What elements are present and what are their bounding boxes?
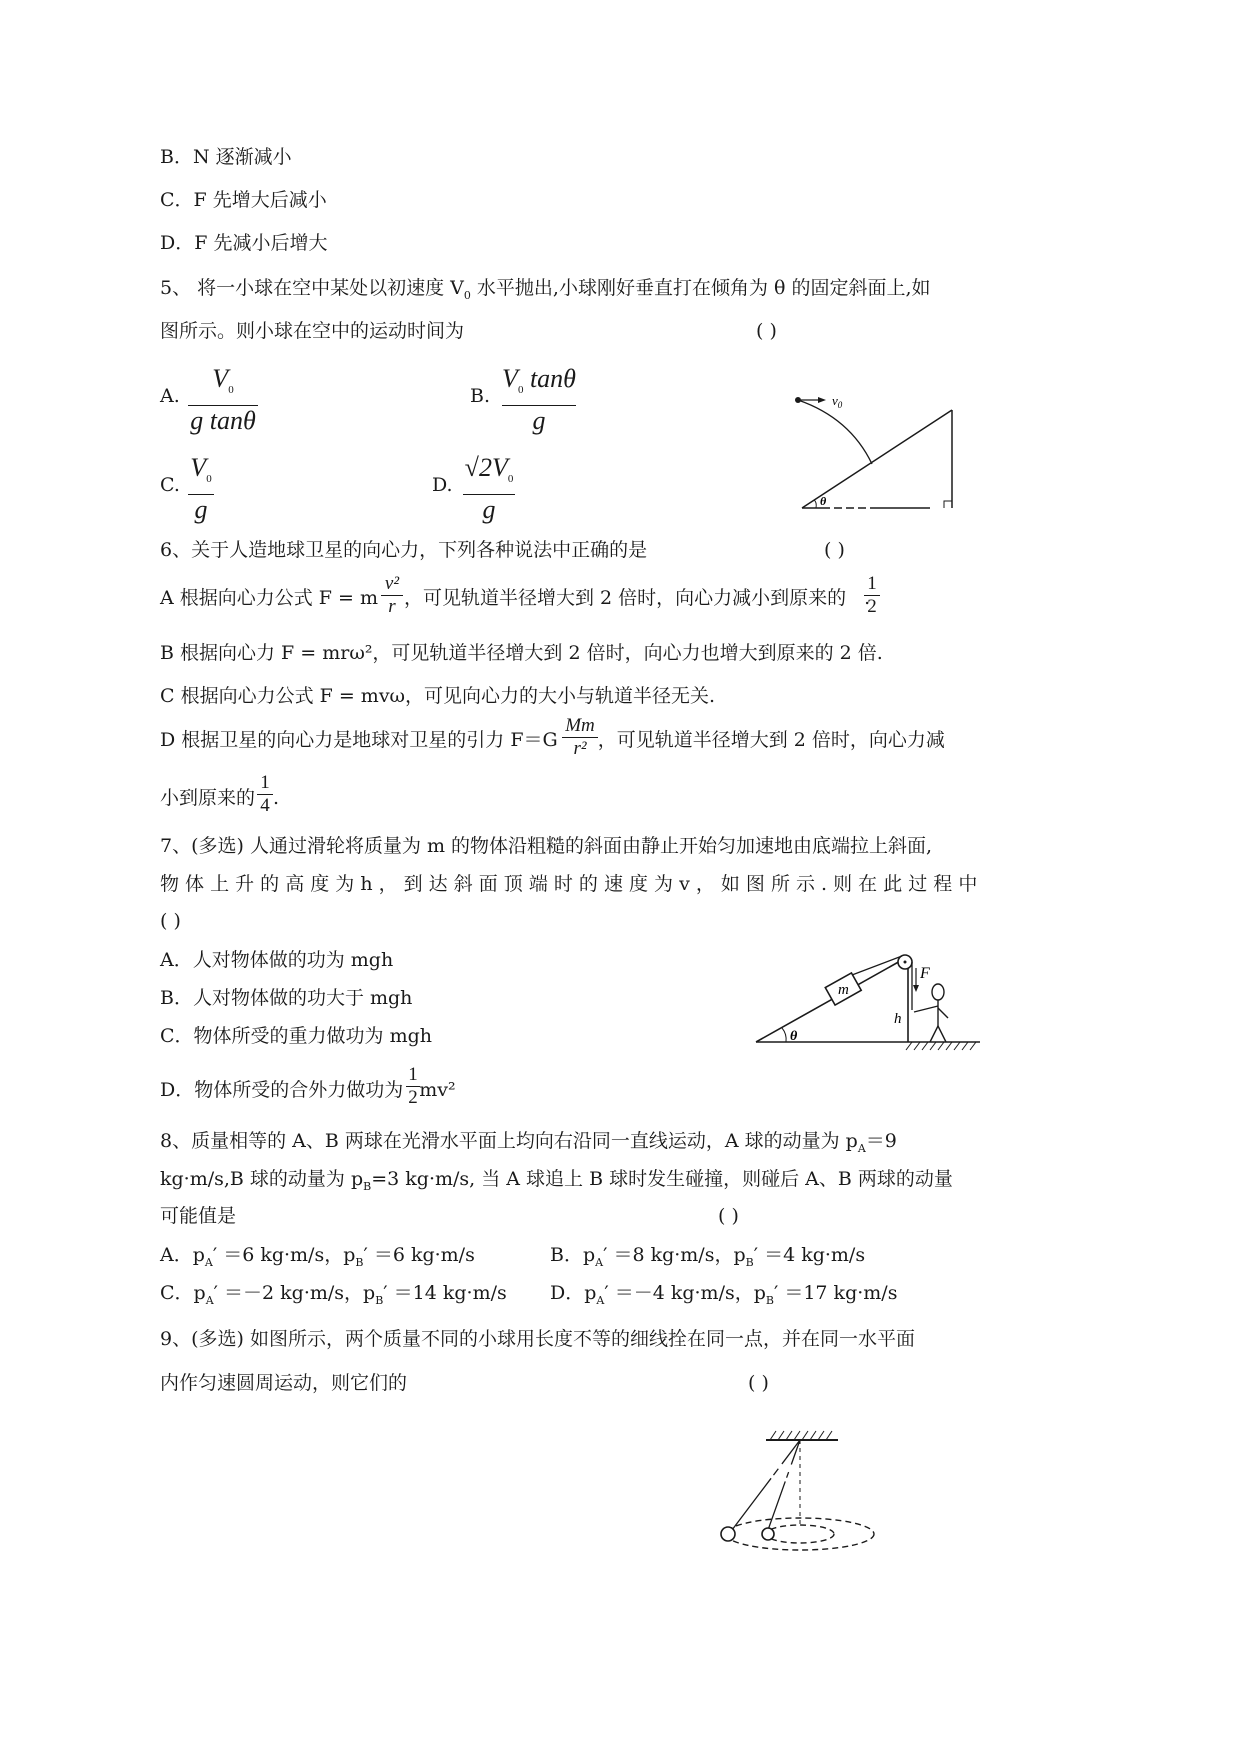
q9-string-long (732, 1440, 800, 1530)
q7-h-label: h (894, 1011, 902, 1027)
q7-rope-incline (852, 956, 902, 975)
q6-d-fraction: Mm r² (562, 715, 598, 760)
q5-theta-label: θ (820, 494, 827, 508)
q9-ceiling-hatch (770, 1431, 832, 1440)
q7-angle-arc (782, 1028, 786, 1042)
q7-option-b: B．人对物体做的功大于 mgh (160, 987, 413, 1009)
q6-option-a: A 根据向心力公式 F = m ，可见轨道半径增大到 2 倍时，向心力减小到原来的 . (160, 587, 871, 609)
q6-answer-paren: ( ) (824, 539, 845, 561)
q7-f-label: F (920, 965, 930, 982)
q8-option-b: B．$p_A' =8$ kg·m/s，$p_B' =4$ kg·m/s (550, 1244, 866, 1269)
q6-a-half-fraction: 1 2 (864, 573, 880, 618)
q6-d-quarter-fraction: 1 4 (257, 772, 273, 817)
q8-option-c: C．$p_A' =-2$ kg·m/s，$p_B' =14$ kg·m/s (160, 1282, 507, 1307)
q7-person-leg-1 (930, 1026, 938, 1042)
q9-string-short (768, 1440, 800, 1530)
q6-stem: 6、关于人造地球卫星的向心力，下列各种说法中正确的是 (160, 539, 648, 561)
q7-person-leg-2 (938, 1026, 946, 1042)
q5-right-angle-mark (944, 501, 952, 508)
q7-incline-slope (756, 960, 902, 1042)
q7-pulley-axle (904, 961, 907, 964)
q7-stem-line-2: 物 体 上 升 的 高 度 为 h ， 到 达 斜 面 顶 端 时 的 速 度 为 v ， 如 图 所 示 . 则 在 此 过 程 中 (160, 873, 978, 895)
q5-option-b-label: B. (470, 385, 491, 407)
q7-stem-line-1: 7、(多选) 人通过滑轮将质量为 m 的物体沿粗糙的斜面由静止开始匀加速地由底端拉上斜面, (160, 835, 933, 857)
q5-option-b-fraction: $V_0$ tanθ g (502, 364, 576, 436)
q6-option-d-line-2: 小到原来的 . (160, 787, 280, 809)
q7-option-c: C．物体所受的重力做功为 mgh (160, 1025, 432, 1047)
q7-force-arrow-head (913, 985, 919, 992)
q7-answer-paren: ( ) (160, 910, 181, 932)
q7-m-label: m (838, 982, 849, 998)
q7-option-a: A．人对物体做的功为 mgh (160, 949, 394, 971)
q8-stem-line-3: 可能值是 (160, 1205, 237, 1227)
q5-answer-paren: ( ) (756, 320, 777, 342)
q7-d-fraction: 1 2 (406, 1064, 420, 1109)
q7-option-d: D．物体所受的合外力做功为 mv² (160, 1079, 456, 1101)
q5-option-c-fraction: $V_0$ g (188, 453, 214, 525)
q7-pulley-figure (752, 948, 984, 1056)
q4-option-c: C．F 先增大后减小 (160, 189, 327, 211)
q5-option-d-fraction: $√2V_0$ g (464, 453, 514, 525)
q6-a-fraction: v² r (381, 573, 403, 618)
q5-option-d-label: D. (432, 474, 453, 496)
q8-stem-line-2: kg·m/s,B 球的动量为 $p_B=3$ kg·m/s, 当 A 球追上 B 球时发生碰撞，则碰后 A、B 两球的动量 (160, 1168, 953, 1193)
q9-stem-line-2: 内作匀速圆周运动，则它们的 (160, 1372, 408, 1394)
q5-trajectory (798, 400, 872, 464)
q7-person-arm-2 (938, 1008, 948, 1018)
q5-stem-line-1: 5、 将一小球在空中某处以初速度 $V_0$ 水平抛出,小球刚好垂直打在倾角为 θ 的固定斜面上,如 (160, 277, 931, 302)
q5-option-c-label: C. (160, 474, 180, 496)
q7-ground-hatch (906, 1042, 976, 1050)
q6-option-c: C 根据向心力公式 F = mvω，可见向心力的大小与轨道半径无关. (160, 685, 716, 707)
q6-option-b: B 根据向心力 F = mrω²，可见轨道半径增大到 2 倍时，向心力也增大到原来的 2 倍. (160, 642, 883, 664)
q8-answer-paren: ( ) (718, 1205, 739, 1227)
q5-stem-line-2: 图所示。则小球在空中的运动时间为 (160, 320, 465, 342)
q8-option-d: D．$p_A' =-4$ kg·m/s，$p_B' =17$ kg·m/s (550, 1282, 898, 1307)
q9-ball-outer (721, 1527, 735, 1541)
q9-ball-inner (762, 1528, 774, 1540)
q8-stem-line-1: 8、质量相等的 A、B 两球在光滑水平面上均向右沿同一直线运动，A 球的动量为 $p_A=9$ (160, 1130, 897, 1155)
q5-angle-arc (814, 500, 816, 508)
q5-option-a-label: A. (160, 385, 180, 407)
q5-arrow-head (818, 397, 826, 403)
q9-answer-paren: ( ) (748, 1372, 769, 1394)
q9-conical-pendulum-figure (712, 1426, 882, 1562)
q9-stem-line-1: 9、(多选) 如图所示，两个质量不同的小球用长度不等的细线拴在同一点，并在同一水平面 (160, 1328, 915, 1350)
q4-option-d: D．F 先减小后增大 (160, 232, 328, 254)
q7-person-arm (914, 1006, 938, 1012)
q9-orbit-small (766, 1525, 834, 1543)
q4-option-b: B．N 逐渐减小 (160, 146, 292, 168)
q5-option-a-fraction: $V_0$ g tanθ (188, 364, 258, 436)
q5-v0-label: $v_0$ (832, 393, 843, 410)
q5-incline-figure (790, 388, 970, 518)
q6-option-d: D 根据卫星的向心力是地球对卫星的引力 F＝G ，可见轨道半径增大到 2 倍时，向心力减 (160, 729, 945, 751)
q8-option-a: A．$p_A' =6$ kg·m/s，$p_B' =6$ kg·m/s (160, 1244, 475, 1269)
q7-theta-label: θ (790, 1029, 798, 1044)
q7-person-head (932, 984, 944, 1000)
